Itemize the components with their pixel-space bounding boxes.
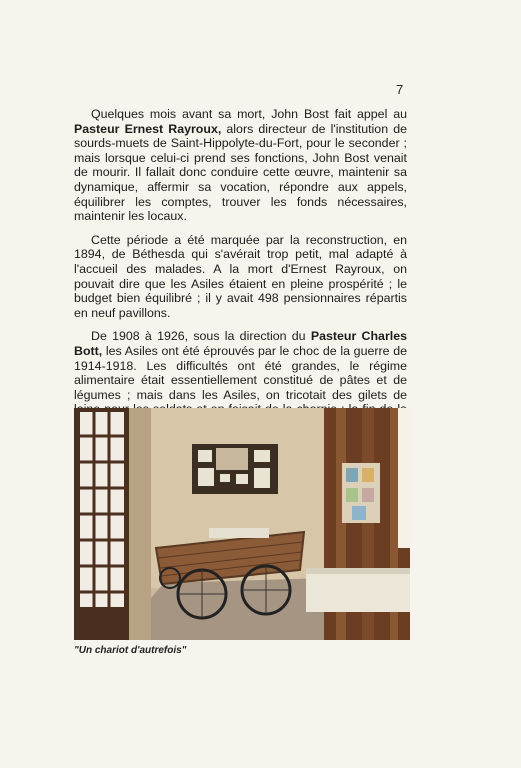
paragraph-bott: De 1908 à 1926, sous la direction du Pasteur Charles Bott, les Asiles ont été éprouvés par le choc de la guerre de 1914-1918. Les difficultés ont été grandes, le régime alimentaire était essentiellement constitué de pâtes et de légumes ; mais dans les Asiles, on tricotait des gilets de bbox=[74, 329, 407, 402]
body-text bbox=[74, 107, 407, 455]
paragraph-rayroux: Quelques mois avant sa mort, John Bost fait appel au Pasteur Ernest Rayroux, alors directeur de l'institution de sourds-muets de Saint-Hippolyte-du-Fort, pour le seconder ; mais lorsque celui-ci prend ses fonctions, John Bost venait de mourir. Il fallait donc conduire cette œuvre, maintenir sa dynamique, affermir sa vocation, répondre aux appels, équilibrer les comptes, trouver les fonds nécessaires, maintenir les locaux. bbox=[74, 107, 407, 224]
photo-caption: "Un chariot d'autrefois" bbox=[74, 645, 187, 656]
photograph-cart bbox=[74, 408, 410, 640]
paragraph-reconstruction: Cette période a été marquée par la reconstruction, en 1894, de Béthesda qui s'avérait trop petit, mal adapté à l'accueil des malades. A la mort d'Ernest Rayroux, on pouvait dire que les Asiles étaient en pleine prospérité ; le budget bien équilibré ; il y avait 498 pensionnaires répartis en neuf pavillons. bbox=[74, 232, 407, 320]
page-number: 7 bbox=[396, 82, 404, 97]
